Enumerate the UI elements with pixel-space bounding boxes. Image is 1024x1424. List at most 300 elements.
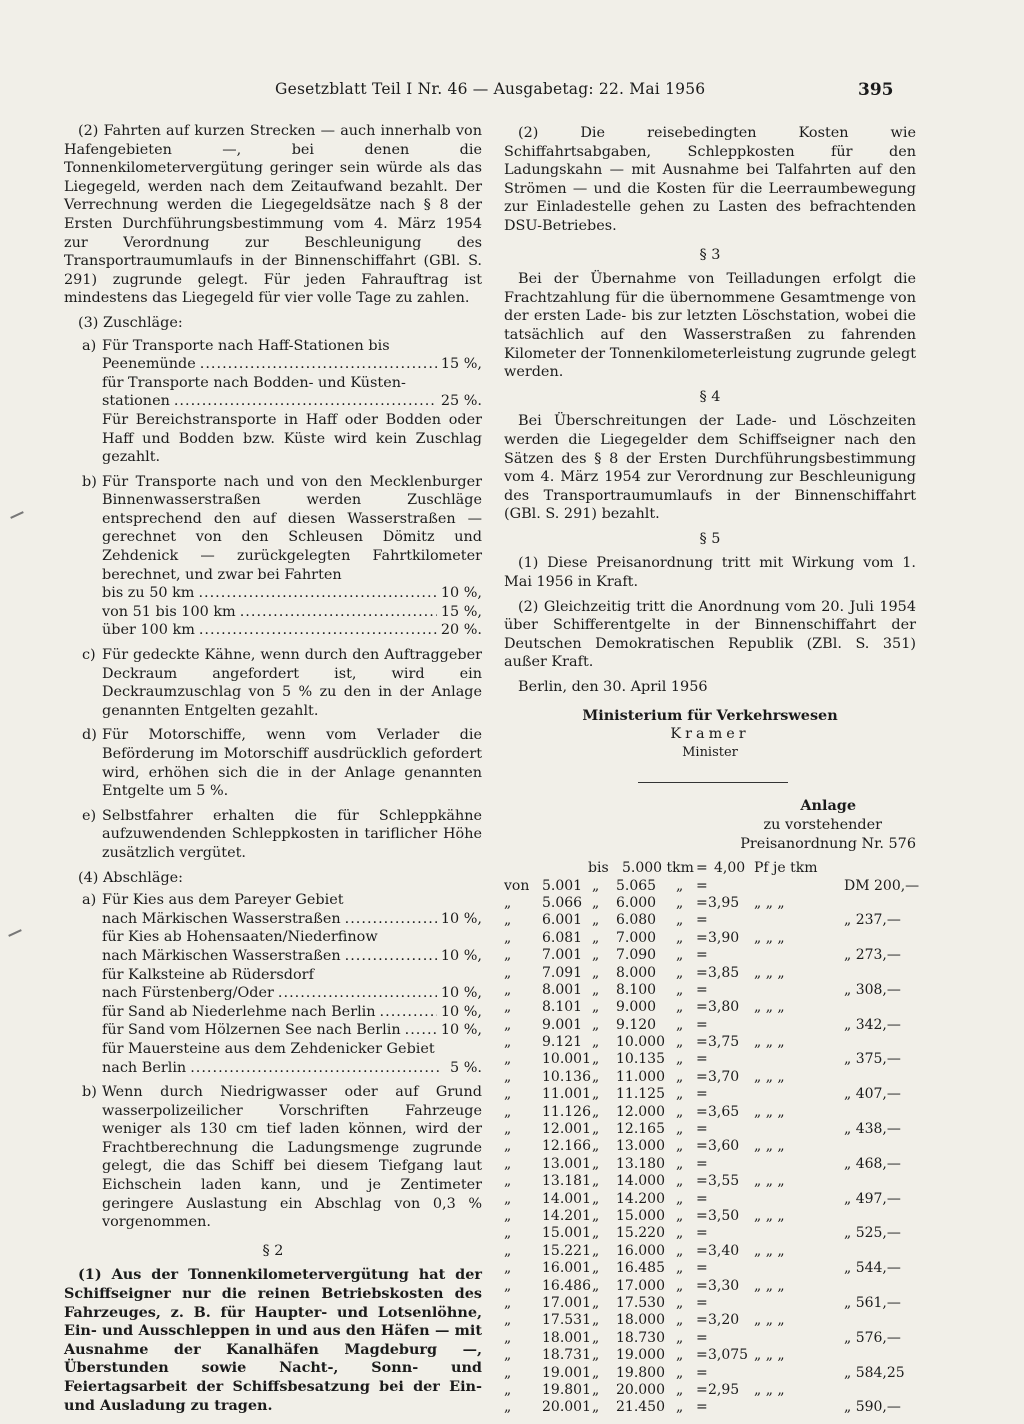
header-title: Gesetzblatt Teil I Nr. 46 — Ausgabetag: 22. Mai 1956 bbox=[275, 80, 706, 98]
row-dm-amount: DM 200,— bbox=[844, 877, 920, 894]
row-ditto: „ bbox=[592, 1277, 600, 1294]
row-ditto: „ bbox=[592, 1155, 600, 1172]
row-ditto: „ bbox=[676, 947, 684, 964]
row-ditto: „ bbox=[676, 929, 684, 946]
row-from: 9.121 bbox=[542, 1034, 583, 1051]
row-equals: = bbox=[696, 1294, 708, 1311]
row-ditto: „ bbox=[676, 1381, 684, 1398]
section-number: § 5 bbox=[699, 530, 721, 547]
row-from: 15.001 bbox=[542, 1225, 591, 1242]
row-ditto: „ bbox=[592, 877, 600, 894]
row-from: 14.201 bbox=[542, 1208, 591, 1224]
row-dm-amount: „ 525,— bbox=[844, 1225, 901, 1242]
leader-row bbox=[102, 355, 482, 374]
row-to: 13.180 bbox=[616, 1155, 665, 1172]
row-von: „ bbox=[504, 1173, 512, 1190]
row-from: 13.181 bbox=[542, 1173, 591, 1190]
row-dm-amount: „ 375,— bbox=[844, 1051, 901, 1068]
item-text: Für Motorschiffe, wenn vom Verlader die Beförderung im Motorschiff ausdrücklich gefordert wird, erhöhen sich die in der Anlage genannten Entgelte um 5 %. bbox=[102, 727, 482, 800]
row-equals: = bbox=[696, 999, 708, 1016]
leader-label: bis zu 50 km bbox=[102, 585, 195, 602]
item-label: c) bbox=[82, 647, 96, 664]
row-equals: = bbox=[696, 1242, 708, 1259]
table-row bbox=[504, 1120, 916, 1137]
row-dm-amount: „ 273,— bbox=[844, 947, 901, 964]
row-ditto: „ bbox=[676, 1068, 684, 1085]
row-from: 10.136 bbox=[542, 1068, 591, 1085]
row-rate: 3,30 bbox=[708, 1277, 740, 1294]
row-von: „ bbox=[504, 981, 512, 998]
row-unit-ditto: „ „ „ bbox=[754, 1347, 785, 1364]
row-ditto: „ bbox=[676, 964, 684, 981]
row-equals: = bbox=[696, 964, 708, 981]
row-from: 18.731 bbox=[542, 1347, 591, 1364]
row-ditto: „ bbox=[592, 1173, 600, 1190]
row-ditto: „ bbox=[676, 1312, 684, 1329]
row-ditto: „ bbox=[592, 1208, 600, 1224]
row-ditto: „ bbox=[676, 1364, 684, 1381]
item-text: Für Kies aus dem Pareyer Gebiet bbox=[102, 892, 344, 909]
row-rate: 2,95 bbox=[708, 1381, 740, 1398]
list-item bbox=[64, 646, 482, 720]
row-from: 5.001 bbox=[542, 877, 583, 894]
row-to: 5.065 bbox=[616, 877, 657, 894]
leader-row bbox=[102, 1021, 482, 1040]
row-from: 8.001 bbox=[542, 981, 583, 998]
item-text: für Kies ab Hohensaaten/Niederfinow bbox=[102, 929, 378, 946]
row-dm-amount: „ 342,— bbox=[844, 1016, 901, 1033]
table-row bbox=[504, 1398, 916, 1415]
row-from: 5.066 bbox=[542, 894, 583, 911]
leader-row bbox=[102, 621, 482, 640]
row-von: „ bbox=[504, 1225, 512, 1242]
row-to: 8.100 bbox=[616, 981, 657, 998]
table-head-eq: = bbox=[696, 860, 708, 877]
row-dm-amount: „ 584,25 bbox=[844, 1364, 905, 1381]
row-von: „ bbox=[504, 1277, 512, 1294]
row-von: „ bbox=[504, 912, 512, 929]
row-dm-amount: „ 576,— bbox=[844, 1329, 901, 1346]
leader-label: stationen bbox=[102, 393, 170, 410]
row-from: 6.001 bbox=[542, 912, 583, 929]
row-von: „ bbox=[504, 1294, 512, 1311]
table-row bbox=[504, 1085, 916, 1102]
row-to: 15.220 bbox=[616, 1225, 665, 1242]
row-ditto: „ bbox=[592, 1260, 600, 1277]
left-column bbox=[64, 122, 482, 1421]
table-row bbox=[504, 946, 916, 963]
row-to: 12.000 bbox=[616, 1103, 665, 1120]
row-ditto: „ bbox=[592, 1329, 600, 1346]
row-from: 11.126 bbox=[542, 1103, 591, 1120]
section-number: § 4 bbox=[699, 388, 721, 405]
row-equals: = bbox=[696, 1381, 708, 1398]
row-from: 9.001 bbox=[542, 1016, 583, 1033]
row-equals: = bbox=[696, 1051, 708, 1068]
table-row bbox=[504, 894, 916, 911]
row-from: 19.001 bbox=[542, 1364, 591, 1381]
leader-value: 20 %. bbox=[440, 622, 482, 639]
row-von: „ bbox=[504, 1347, 512, 1364]
section-heading: (3) Zuschläge: bbox=[78, 314, 183, 331]
table-row bbox=[504, 929, 916, 946]
section-number: § 2 bbox=[262, 1242, 284, 1259]
row-to: 17.000 bbox=[616, 1277, 665, 1294]
row-von: von bbox=[504, 877, 530, 894]
row-from: 17.001 bbox=[542, 1294, 591, 1311]
table-row bbox=[504, 1190, 916, 1207]
row-from: 11.001 bbox=[542, 1086, 591, 1103]
row-von: „ bbox=[504, 894, 512, 911]
row-equals: = bbox=[696, 1086, 708, 1103]
item-text: Selbstfahrer erhalten die für Schleppkähne aufzuwendenden Schleppkosten in tariflicher Höhe zusätzlich vergütet. bbox=[102, 807, 482, 861]
row-von: „ bbox=[504, 1121, 512, 1138]
row-von: „ bbox=[504, 1329, 512, 1346]
row-ditto: „ bbox=[676, 1051, 684, 1068]
table-row bbox=[504, 1364, 916, 1381]
table-row bbox=[504, 1207, 916, 1224]
table-row bbox=[504, 1294, 916, 1311]
row-to: 9.000 bbox=[616, 999, 657, 1016]
row-rate: 3,60 bbox=[708, 1138, 740, 1155]
row-ditto: „ bbox=[592, 1312, 600, 1329]
row-ditto: „ bbox=[592, 964, 600, 981]
margin-mark bbox=[8, 929, 22, 937]
row-equals: = bbox=[696, 1260, 708, 1277]
row-von: „ bbox=[504, 999, 512, 1016]
table-row bbox=[504, 1050, 916, 1067]
leader-value: 10 %, bbox=[440, 985, 482, 1002]
list-item bbox=[64, 726, 482, 800]
row-rate: 3,075 bbox=[708, 1347, 749, 1364]
row-von: „ bbox=[504, 1034, 512, 1051]
row-from: 14.001 bbox=[542, 1190, 591, 1207]
leader-label: für Sand vom Hölzernen See nach Berlin bbox=[102, 1022, 401, 1039]
list-item bbox=[64, 1083, 482, 1232]
row-equals: = bbox=[696, 1121, 708, 1138]
leader-row bbox=[102, 947, 482, 966]
table-row bbox=[504, 911, 916, 928]
leader-label: nach Berlin bbox=[102, 1059, 187, 1076]
leader-value: 5 %. bbox=[450, 1059, 482, 1076]
row-ditto: „ bbox=[592, 1103, 600, 1120]
row-dm-amount: „ 308,— bbox=[844, 981, 901, 998]
row-von: „ bbox=[504, 1016, 512, 1033]
row-von: „ bbox=[504, 1086, 512, 1103]
row-ditto: „ bbox=[676, 1155, 684, 1172]
row-unit-ditto: „ „ „ bbox=[754, 964, 785, 981]
row-equals: = bbox=[696, 1329, 708, 1346]
row-from: 10.001 bbox=[542, 1051, 591, 1068]
row-to: 14.200 bbox=[616, 1190, 665, 1207]
row-from: 16.001 bbox=[542, 1260, 591, 1277]
table-head-tkm: 5.000 tkm bbox=[622, 860, 694, 877]
row-from: 15.221 bbox=[542, 1242, 591, 1259]
table-row bbox=[504, 1155, 916, 1172]
leader-row bbox=[102, 1059, 482, 1078]
table-row bbox=[504, 1329, 916, 1346]
row-to: 16.485 bbox=[616, 1260, 665, 1277]
leader-label: Peenemünde bbox=[102, 356, 196, 373]
row-to: 10.135 bbox=[616, 1051, 665, 1068]
table-row bbox=[504, 1033, 916, 1050]
leader-value: 10 %, bbox=[440, 1003, 482, 1020]
row-to: 11.000 bbox=[616, 1068, 665, 1085]
row-ditto: „ bbox=[592, 1347, 600, 1364]
item-label: b) bbox=[82, 473, 97, 490]
leader-value: 10 %, bbox=[440, 585, 482, 602]
row-ditto: „ bbox=[676, 1294, 684, 1311]
row-unit-ditto: „ „ „ bbox=[754, 1138, 785, 1155]
row-rate: 3,50 bbox=[708, 1208, 740, 1224]
table-row bbox=[504, 1277, 916, 1294]
row-equals: = bbox=[696, 947, 708, 964]
table-row bbox=[504, 1259, 916, 1276]
row-unit-ditto: „ „ „ bbox=[754, 1277, 785, 1294]
ministry-name: Ministerium für Verkehrswesen bbox=[582, 706, 838, 724]
row-unit-ditto: „ „ „ bbox=[754, 894, 785, 911]
row-from: 13.001 bbox=[542, 1155, 591, 1172]
signatory-role: Minister bbox=[682, 744, 738, 760]
row-dm-amount: „ 407,— bbox=[844, 1086, 901, 1103]
annex-title: Anlage bbox=[800, 797, 856, 815]
row-ditto: „ bbox=[592, 929, 600, 946]
right-column bbox=[504, 124, 920, 1416]
row-ditto: „ bbox=[676, 1399, 684, 1416]
page-header bbox=[0, 74, 1024, 114]
paragraph: Bei der Übernahme von Teilladungen erfolgt die Frachtzahlung für die übernommene Gesamtmenge von der ersten Lade- bis zur letzten Löschstation, wobei die tatsächlich auf den Wasserstraßen zu fahrenden Kilometer der Tonnenkilometerleistung zugrunde gelegt werden. bbox=[504, 271, 916, 381]
row-from: 19.801 bbox=[542, 1381, 591, 1398]
table-head-unit: Pf je tkm bbox=[754, 860, 818, 877]
row-von: „ bbox=[504, 1399, 512, 1416]
leader-value: 10 %, bbox=[440, 1022, 482, 1039]
row-equals: = bbox=[696, 912, 708, 929]
row-to: 6.000 bbox=[616, 894, 657, 911]
row-equals: = bbox=[696, 1103, 708, 1120]
leader-label: nach Fürstenberg/Oder bbox=[102, 985, 274, 1002]
row-ditto: „ bbox=[592, 1364, 600, 1381]
rate-table bbox=[504, 859, 920, 1416]
row-ditto: „ bbox=[592, 1034, 600, 1051]
leader-row bbox=[102, 984, 482, 1003]
list-item bbox=[64, 891, 482, 1077]
row-ditto: „ bbox=[676, 1242, 684, 1259]
row-rate: 3,70 bbox=[708, 1068, 740, 1085]
row-ditto: „ bbox=[676, 1086, 684, 1103]
margin-mark bbox=[10, 511, 24, 519]
row-von: „ bbox=[504, 1155, 512, 1172]
row-ditto: „ bbox=[676, 1329, 684, 1346]
paragraph: (2) Gleichzeitig tritt die Anordnung vom 20. Juli 1954 über Schifferentgelte in der Binnenschiffahrt der Deutschen Demokratischen Republik (ZBl. S. 351) außer Kraft. bbox=[504, 598, 916, 671]
row-equals: = bbox=[696, 1138, 708, 1155]
row-von: „ bbox=[504, 1051, 512, 1068]
row-von: „ bbox=[504, 1068, 512, 1085]
item-text: Für gedeckte Kähne, wenn durch den Auftraggeber Deckraum angefordert ist, wird ein Deckraumzuschlag von 5 % zu den in der Anlage genannten Entgelten gezahlt. bbox=[102, 647, 482, 719]
row-equals: = bbox=[696, 1034, 708, 1051]
row-from: 12.001 bbox=[542, 1121, 591, 1138]
divider bbox=[638, 782, 788, 783]
row-unit-ditto: „ „ „ bbox=[754, 999, 785, 1016]
row-to: 12.165 bbox=[616, 1121, 665, 1138]
item-text: für Transporte nach Bodden- und Küsten- bbox=[102, 374, 406, 391]
row-rate: 3,20 bbox=[708, 1312, 740, 1329]
item-label: a) bbox=[82, 337, 97, 354]
item-text: Wenn durch Niedrigwasser oder auf Grund wasserpolizeilicher Vorschriften Fahrzeuge weniger als 130 cm tief laden können, wird der Frachtberechnung die Ladungsmenge zugrunde gelegt, die das Schiff bei diesem Tiefgang laut Eichschein laden kann, und je Zentimeter geringere Auslastung ein Abschlag von 0,3 % vorgenommen. bbox=[102, 1084, 482, 1231]
row-equals: = bbox=[696, 1068, 708, 1085]
row-equals: = bbox=[696, 877, 708, 894]
row-equals: = bbox=[696, 1155, 708, 1172]
page-number: 395 bbox=[858, 80, 894, 100]
table-row bbox=[504, 1381, 916, 1398]
row-ditto: „ bbox=[592, 999, 600, 1016]
table-header-row bbox=[504, 859, 916, 876]
place-date: Berlin, den 30. April 1956 bbox=[518, 679, 708, 696]
row-equals: = bbox=[696, 1016, 708, 1033]
row-von: „ bbox=[504, 964, 512, 981]
row-to: 16.000 bbox=[616, 1242, 665, 1259]
table-head-rate: 4,00 bbox=[714, 860, 746, 877]
table-row bbox=[504, 1311, 916, 1328]
row-ditto: „ bbox=[592, 1086, 600, 1103]
row-von: „ bbox=[504, 1364, 512, 1381]
row-ditto: „ bbox=[676, 894, 684, 911]
item-label: a) bbox=[82, 892, 97, 909]
row-ditto: „ bbox=[592, 1399, 600, 1416]
row-to: 18.000 bbox=[616, 1312, 665, 1329]
paragraph: Bei Überschreitungen der Lade- und Löschzeiten werden die Liegegelder dem Schiffseigner nach den Sätzen des § 8 der Ersten Durchführungsbestimmung vom 4. März 1954 zur Verordnung zur Beschleunigung des Transportraumumlaufs in der Binnenschiffahrt (GBl. S. 291) bezahlt. bbox=[504, 413, 916, 523]
annex-subtitle: Preisanordnung Nr. 576 bbox=[740, 835, 916, 852]
item-text: Für Transporte nach und von den Mecklenburger Binnenwasserstraßen werden Zuschläge entsprechend den auf diesen Wasserstraßen — gerechnet von den Schleusen Dömitz und Zehdenick — zurückgelegten Fahrtkilometer berechnet, und zwar bei Fahrten bbox=[102, 473, 482, 583]
table-row bbox=[504, 964, 916, 981]
row-equals: = bbox=[696, 1347, 708, 1364]
row-dm-amount: „ 438,— bbox=[844, 1121, 901, 1138]
row-von: „ bbox=[504, 1381, 512, 1398]
row-to: 13.000 bbox=[616, 1138, 665, 1155]
row-rate: 3,75 bbox=[708, 1034, 740, 1051]
row-from: 7.001 bbox=[542, 947, 583, 964]
item-text: für Mauersteine aus dem Zehdenicker Gebiet bbox=[102, 1040, 435, 1057]
leader-row bbox=[102, 392, 482, 411]
leader-row bbox=[102, 1003, 482, 1022]
leader-value: 15 %, bbox=[440, 356, 482, 373]
row-ditto: „ bbox=[592, 947, 600, 964]
item-text: für Kalksteine ab Rüdersdorf bbox=[102, 966, 314, 983]
row-ditto: „ bbox=[676, 1173, 684, 1190]
row-equals: = bbox=[696, 1173, 708, 1190]
row-von: „ bbox=[504, 929, 512, 946]
table-row bbox=[504, 1068, 916, 1085]
paragraph: (2) Die reisebedingten Kosten wie Schiffahrtsabgaben, Schleppkosten für den Ladungskahn — mit Ausnahme bei Talfahrten auf den Strömen — und die Kosten für die Leerraumbewegung zur Einladestelle gehen zu Lasten des befrachtenden DSU-Betriebes. bbox=[504, 125, 916, 234]
row-rate: 3,55 bbox=[708, 1173, 740, 1190]
row-ditto: „ bbox=[676, 1225, 684, 1242]
row-ditto: „ bbox=[676, 1347, 684, 1364]
row-dm-amount: „ 561,— bbox=[844, 1294, 901, 1311]
row-ditto: „ bbox=[592, 1121, 600, 1138]
row-from: 7.091 bbox=[542, 964, 583, 981]
row-ditto: „ bbox=[676, 1190, 684, 1207]
list-item bbox=[64, 337, 482, 467]
row-equals: = bbox=[696, 1399, 708, 1416]
table-row bbox=[504, 1103, 916, 1120]
row-equals: = bbox=[696, 1208, 708, 1224]
row-equals: = bbox=[696, 1225, 708, 1242]
row-from: 17.531 bbox=[542, 1312, 591, 1329]
row-to: 15.000 bbox=[616, 1208, 665, 1224]
row-unit-ditto: „ „ „ bbox=[754, 1312, 785, 1329]
row-ditto: „ bbox=[676, 1034, 684, 1051]
row-ditto: „ bbox=[592, 1294, 600, 1311]
row-unit-ditto: „ „ „ bbox=[754, 929, 785, 946]
table-row bbox=[504, 981, 916, 998]
row-von: „ bbox=[504, 1242, 512, 1259]
row-from: 18.001 bbox=[542, 1329, 591, 1346]
row-to: 21.450 bbox=[616, 1399, 665, 1416]
row-ditto: „ bbox=[592, 981, 600, 998]
row-to: 19.000 bbox=[616, 1347, 665, 1364]
row-dm-amount: „ 544,— bbox=[844, 1260, 901, 1277]
row-rate: 3,65 bbox=[708, 1103, 740, 1120]
row-von: „ bbox=[504, 1103, 512, 1120]
row-von: „ bbox=[504, 1312, 512, 1329]
row-unit-ditto: „ „ „ bbox=[754, 1208, 785, 1224]
row-rate: 3,90 bbox=[708, 929, 740, 946]
row-equals: = bbox=[696, 1190, 708, 1207]
row-rate: 3,40 bbox=[708, 1242, 740, 1259]
leader-label: über 100 km bbox=[102, 622, 195, 639]
row-equals: = bbox=[696, 1312, 708, 1329]
leader-row bbox=[102, 603, 482, 622]
leader-label: nach Märkischen Wasserstraßen bbox=[102, 947, 341, 964]
table-body bbox=[504, 877, 920, 1416]
table-row bbox=[504, 1224, 916, 1241]
paragraph: (2) Fahrten auf kurzen Strecken — auch innerhalb von Hafengebieten —, bei denen die Tonnenkilometervergütung geringer sein würde als das Liegegeld, werden nach dem Zeitaufwand bezahlt. Der Verrechnung werden die Liegegeldsätze nach § 8 der Ersten Durchführungsbestimmung vom 4. März 1954 zur Verordnung zur Beschleunigung des Transportraumumlaufs in der Binnenschiffahrt (GBl. S. 291) zugrunde gelegt. Für jeden Fahrauftrag ist mindestens das Liegegeld für vier volle Tage zu zahlen. bbox=[64, 123, 482, 307]
row-ditto: „ bbox=[676, 999, 684, 1016]
row-to: 14.000 bbox=[616, 1173, 665, 1190]
row-ditto: „ bbox=[592, 1190, 600, 1207]
row-equals: = bbox=[696, 929, 708, 946]
row-unit-ditto: „ „ „ bbox=[754, 1068, 785, 1085]
paragraph: (1) Diese Preisanordnung tritt mit Wirkung vom 1. Mai 1956 in Kraft. bbox=[504, 555, 916, 591]
table-row bbox=[504, 1172, 916, 1189]
table-head-bis: bis bbox=[588, 860, 609, 877]
row-ditto: „ bbox=[592, 1242, 600, 1259]
leader-value: 15 %, bbox=[440, 603, 482, 620]
row-ditto: „ bbox=[592, 912, 600, 929]
item-text: Für Bereichstransporte in Haff oder Bodden oder Haff und Bodden bzw. Küste wird kein Zuschlag gezahlt. bbox=[102, 411, 482, 466]
row-ditto: „ bbox=[592, 894, 600, 911]
row-unit-ditto: „ „ „ bbox=[754, 1381, 785, 1398]
row-to: 9.120 bbox=[616, 1016, 657, 1033]
row-from: 12.166 bbox=[542, 1138, 591, 1155]
row-to: 18.730 bbox=[616, 1329, 665, 1346]
leader-value: 10 %, bbox=[440, 910, 482, 927]
list-item bbox=[64, 473, 482, 640]
row-rate: 3,85 bbox=[708, 964, 740, 981]
row-von: „ bbox=[504, 1138, 512, 1155]
row-ditto: „ bbox=[592, 1016, 600, 1033]
row-unit-ditto: „ „ „ bbox=[754, 1242, 785, 1259]
row-from: 16.486 bbox=[542, 1277, 591, 1294]
row-ditto: „ bbox=[676, 1138, 684, 1155]
row-equals: = bbox=[696, 1277, 708, 1294]
row-dm-amount: „ 468,— bbox=[844, 1155, 901, 1172]
row-unit-ditto: „ „ „ bbox=[754, 1173, 785, 1190]
table-row bbox=[504, 877, 920, 894]
row-to: 6.080 bbox=[616, 912, 657, 929]
row-equals: = bbox=[696, 981, 708, 998]
row-from: 8.101 bbox=[542, 999, 583, 1016]
annex-subtitle: zu vorstehender bbox=[763, 817, 882, 833]
